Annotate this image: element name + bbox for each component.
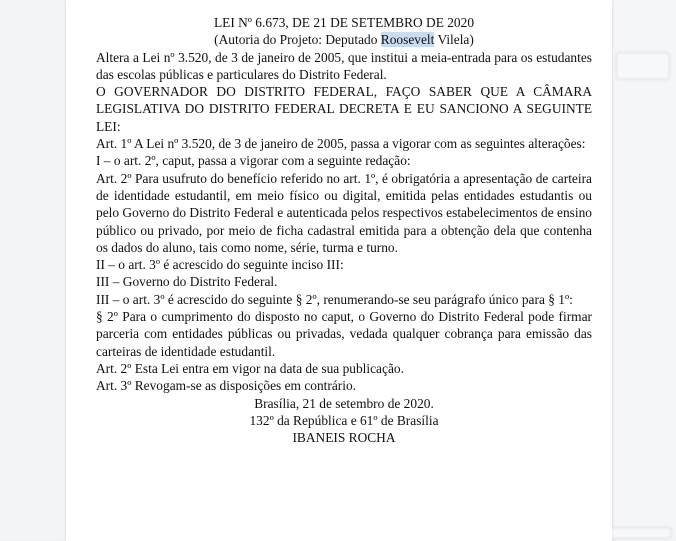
law-ementa: Altera a Lei nº 3.520, de 3 de janeiro de 2005, que institui a meia-entrada para os estudantes das escolas públicas e particulares do Distrito Federal. <box>96 49 592 82</box>
law-document <box>96 12 592 446</box>
new-article-2-text: Art. 2º Para usufruto do benefício referido no art. 1º, é obrigatória a apresentação de carteira de identidade estudantil, em meio físico ou digital, emitida pelas entidades estudantis ou pelo Governo do Distrito Federal e autenticada pelos respectivos estabelecimentos de ensino público ou privado, por meio de ficha cadastral emitida para a obtenção dela que contenha os dados do aluno, tais como nome, série, turma e turno. <box>96 170 592 255</box>
item-2: II – o art. 3º é acrescido do seguinte inciso III: <box>96 257 344 273</box>
signature: IBANEIS ROCHA <box>292 430 396 446</box>
law-title: LEI Nº 6.673, DE 21 DE SETEMBRO DE 2020 <box>213 15 475 30</box>
authorship-suffix: Vilela) <box>434 32 474 48</box>
inciso-3: III – Governo do Distrito Federal. <box>96 274 278 290</box>
item-3: III – o art. 3º é acrescido do seguinte § 2º, renumerando-se seu parágrafo único para § 1º: <box>96 291 573 307</box>
article-1: Art. 1º A Lei nº 3.520, de 3 de janeiro de 2005, passa a vigorar com as seguintes alterações: <box>96 136 586 152</box>
item-1: I – o art. 2º, caput, passa a vigorar com a seguinte redação: <box>96 153 411 169</box>
authorship-prefix: (Autoria do Projeto: Deputado <box>214 32 381 48</box>
background-left-panel <box>0 0 66 541</box>
article-3: Art. 3º Revogam-se as disposições em contrário. <box>96 378 356 394</box>
republic-year: 132º da República e 61º de Brasília <box>249 412 439 428</box>
background-right-panel <box>612 0 676 541</box>
article-2: Art. 2º Esta Lei entra em vigor na data de sua publicação. <box>96 360 404 376</box>
background-ghost-box <box>616 52 670 80</box>
law-authorship <box>96 31 592 48</box>
place-date: Brasília, 21 de setembro de 2020. <box>254 395 434 411</box>
paragraph-2: § 2º Para o cumprimento do disposto no caput, o Governo do Distrito Federal pode firmar parceria com entidades públicas ou privadas, vedada qualquer cobrança para emissão das carteiras de identidade estudantil. <box>96 309 592 359</box>
selected-text-highlight[interactable]: Roosevelt <box>380 32 435 48</box>
law-preamble: O GOVERNADOR DO DISTRITO FEDERAL, FAÇO SABER QUE A CÂMARA LEGISLATIVA DO DISTRITO FEDERAL DECRETA E EU SANCIONO A SEGUINTE LEI: <box>96 84 592 134</box>
